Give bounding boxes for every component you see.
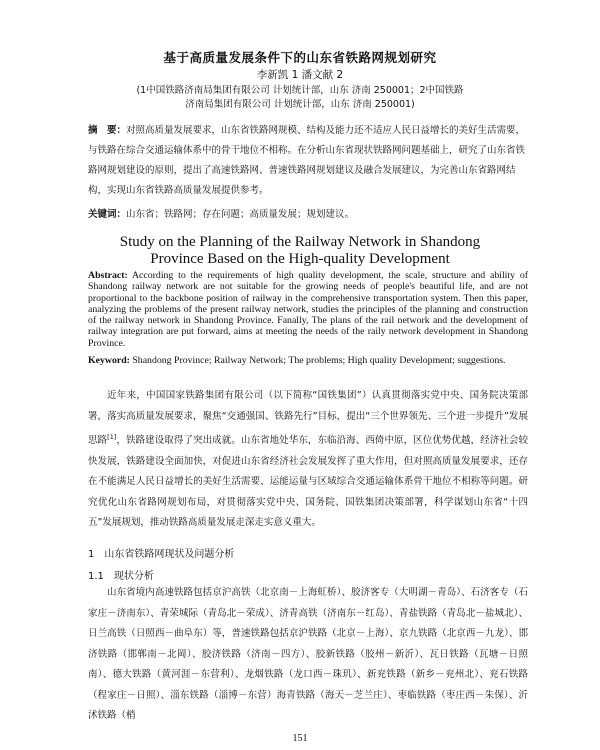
english-title-line-2: Province Based on the High-quality Development <box>150 251 450 267</box>
english-abstract <box>88 270 528 349</box>
page-number: 151 <box>292 733 308 744</box>
affiliation-line-1: (1中国铁路济南局集团有限公司 计划统计部，山东 济南 250001；2中国铁路 <box>136 85 464 96</box>
english-abstract-text: According to the requirements of high quality development, the scale, structure and ability of Shandong railway network are not suitable for the growing needs of people's beautiful life, and are not proportional to the backbone position of railway in the comprehensive transportation system. Then this paper, analyzing the problems of the present railway network, studies the principles of the planning and construction of the railway network in Shandong Province. Fanally, The plans of the rail network and the development of railway integration are put forward, aims at meeting the needs of the raily network development in Shandong Province. <box>88 270 528 349</box>
chinese-keywords-label: 关键词： <box>88 209 127 220</box>
chinese-title: 基于高质量发展条件下的山东省铁路网规划研究 <box>163 50 437 65</box>
english-keywords-label: Keyword: <box>88 355 130 366</box>
intro-paragraph <box>88 386 528 534</box>
section-1-heading: 1 山东省铁路网现状及问题分析 <box>88 549 235 560</box>
intro-text-before-ref: 近年来，中国国家铁路集团有限公司（以下简称“国铁集团”）认真贯彻落实党中央、国务院决策部署，落实高质量发展要求，聚焦“交通强国、铁路先行”目标，提出“三个世界领先、三个进一步提升”发展思路 <box>88 390 528 447</box>
reference-marker: [1] <box>107 433 117 441</box>
english-abstract-label: Abstract: <box>88 270 128 281</box>
section-1-1-heading: 1.1 现状分析 <box>88 571 154 582</box>
intro-text-after-ref: ，铁路建设取得了突出成就。山东省地处华东，东临沿海、西倚中原，区位优势优越，经济社会较快发展，铁路建设全面加快，对促进山东省经济社会发展发挥了重大作用，但对照高质量发展要求，还存在不能满足人民日益增长的美好生活需要、运能运量与区域综合交通运输体系骨干地位不相称等问题。研究优化山东省路网规划布局，对贯彻落实党中央、国务院、国铁集团决策部署，科学谋划山东省“十四五”发展规划，推动铁路高质量发展走深走实意义重大。 <box>88 435 528 529</box>
affiliation-line-2: 济南局集团有限公司 计划统计部，山东 济南 250001) <box>185 99 415 110</box>
chinese-abstract <box>88 121 528 201</box>
english-title-line-1: Study on the Planning of the Railway Network in Shandong <box>119 234 481 250</box>
chinese-abstract-label: 摘 要： <box>88 125 127 136</box>
status-analysis-paragraph: 山东省境内高速铁路包括京沪高铁（北京南－上海虹桥）、胶济客专（大明湖－青岛）、石济客专（石家庄－济南东）、青荣城际（青岛北－荣成）、济青高铁（济南东－红岛）、青盐铁路（青岛北－盐城北）、日兰高铁（日照西－曲阜东）等，普速铁路包括京沪铁路（北京－上海）、京九铁路（北京西－九龙）、邯济铁路（邯郸南－北岡）、胶济铁路（济南－四方）、胶新铁路（胶州－新沂）、瓦日铁路（瓦塘－日照南）、德大铁路（黄河涯－东营利）、龙烟铁路（龙口西－珠玑）、新兖铁路（新乡－兖州北）、兖石铁路（程家庄－日照）、淄东铁路（淄博－东营）海青铁路（海天－芝兰庄）、枣临铁路（枣庄西－朱保）、沂沭铁路（梢 <box>88 587 528 721</box>
chinese-keywords <box>88 206 528 220</box>
authors: 李新凯 1 潘文献 2 <box>256 69 344 81</box>
chinese-abstract-text: 对照高质量发展要求，山东省铁路网规模、结构及能力还不适应人民日益增长的美好生活需要，与铁路在综合交通运输体系中的骨干地位不相称。在分析山东省现状铁路网问题基础上，研究了山东省铁路网规划建设的原则，提出了高速铁路网、普速铁路网规划建议及融合发展建议，为完善山东省路网结构，实现山东省铁路高质量发展提供参考。 <box>88 125 526 196</box>
english-keywords <box>88 355 528 366</box>
english-keywords-text: Shandong Province; Railway Network; The problems; High quality Development; suggestions. <box>132 355 506 366</box>
chinese-keywords-text: 山东省；铁路网；存在问题；高质量发展；规划建议。 <box>126 209 355 220</box>
